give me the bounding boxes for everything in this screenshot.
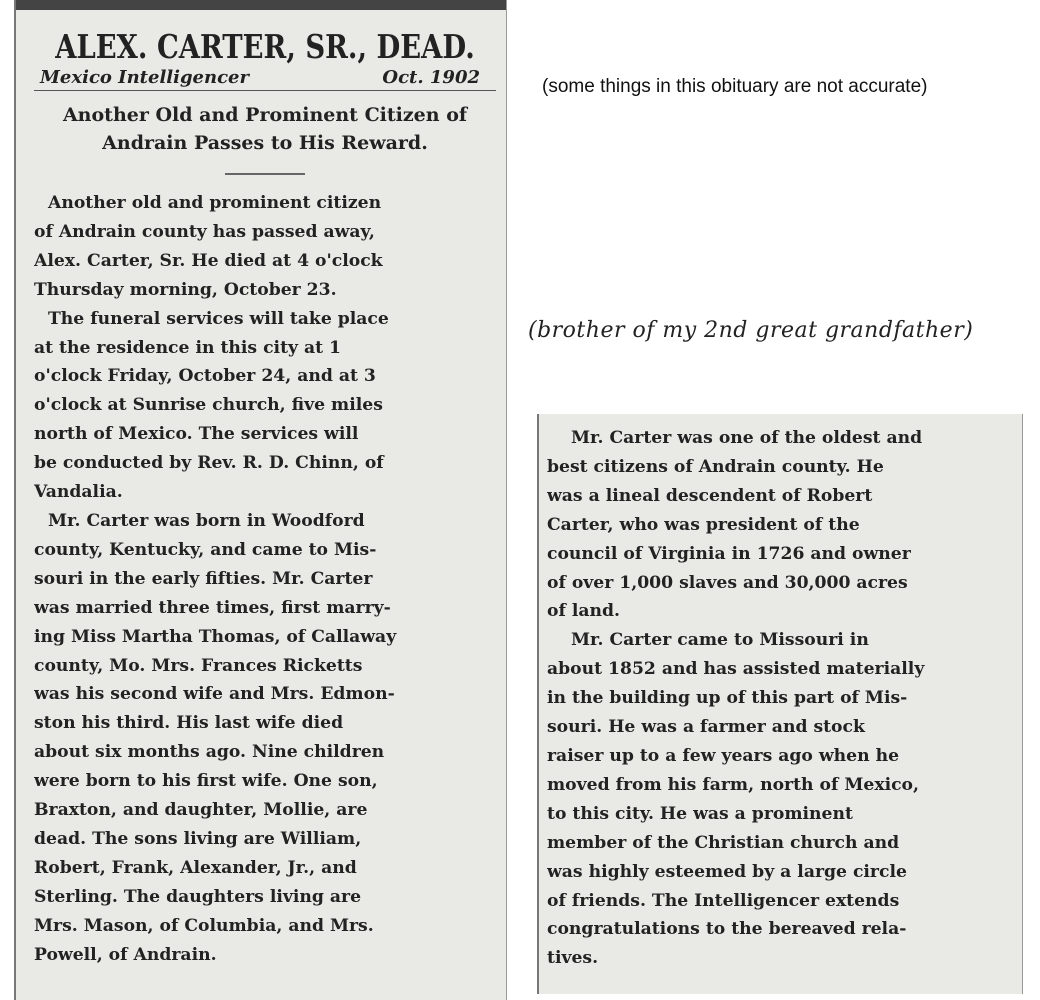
text-line: to this city. He was a prominent [547, 803, 853, 824]
text-line: tives. [547, 948, 599, 969]
text-line: Sterling. The daughters living are [34, 886, 362, 907]
text-line: Mrs. Mason, of Columbia, and Mrs. [34, 915, 374, 936]
text-line: Another old and prominent citizen [48, 193, 382, 213]
text-line: congratulations to the bereaved rela- [547, 919, 907, 940]
text-line: be conducted by Rev. R. D. Chinn, of [34, 453, 384, 474]
separator-rule [225, 173, 305, 175]
text-line: Vandalia. [34, 482, 123, 503]
text-line: Mr. Carter was born in Woodford [48, 510, 365, 531]
text-line: Thursday morning, October 23. [34, 279, 337, 300]
annotation-note: (some things in this obituary are not accurate) [542, 76, 928, 97]
text-line: Mr. Carter was one of the oldest and [571, 428, 923, 448]
text-line: of land. [547, 601, 621, 622]
text-line: were born to his first wife. One son, [34, 771, 378, 792]
text-line: The funeral services will take place [48, 308, 389, 329]
text-line: of Andrain county has passed away, [34, 221, 375, 242]
text-line: Alex. Carter, Sr. He died at 4 o'clock [34, 250, 383, 271]
text-line: county, Kentucky, and came to Mis- [34, 539, 377, 560]
text-line: souri in the early fifties. Mr. Carter [34, 568, 373, 589]
subhead-line-1: Another Old and Prominent Citizen of [62, 104, 468, 126]
obituary-clipping-right [537, 414, 1023, 994]
headline: ALEX. CARTER, SR., DEAD. [55, 27, 475, 66]
text-line: o'clock Friday, October 24, and at 3 [34, 366, 376, 387]
text-line: ing Miss Martha Thomas, of Callaway [34, 626, 397, 647]
text-line: was a lineal descendent of Robert [547, 485, 873, 506]
text-line: was married three times, first marry- [34, 597, 391, 618]
text-line: of over 1,000 slaves and 30,000 acres [547, 572, 908, 593]
obituary-clipping-left [14, 0, 507, 1000]
text-line: member of the Christian church and [547, 832, 900, 853]
text-line: was his second wife and Mrs. Edmon- [34, 684, 395, 705]
text-line: county, Mo. Mrs. Frances Ricketts [34, 655, 363, 676]
publication-date: Oct. 1902 [382, 67, 480, 88]
text-line: council of Virginia in 1726 and owner [547, 543, 911, 564]
text-line: about 1852 and has assisted materially [547, 659, 925, 680]
text-line: ston his third. His last wife died [34, 713, 344, 734]
text-line: in the building up of this part of Mis- [547, 688, 908, 709]
text-line: of friends. The Intelligencer extends [547, 890, 900, 911]
text-line: Carter, who was president of the [547, 514, 860, 535]
article-body-left [34, 189, 496, 969]
text-line: moved from his farm, north of Mexico, [547, 774, 920, 795]
article-body-right [547, 424, 1012, 973]
subhead-line-2: Andrain Passes to His Reward. [102, 132, 428, 154]
text-line: was highly esteemed by a large circle [547, 861, 907, 882]
text-line: north of Mexico. The services will [34, 424, 359, 445]
text-line: Braxton, and daughter, Mollie, are [34, 800, 368, 821]
byline [34, 66, 496, 91]
text-line: dead. The sons living are William, [34, 828, 362, 849]
text-line: Mr. Carter came to Missouri in [571, 630, 869, 651]
text-line: souri. He was a farmer and stock [547, 717, 865, 738]
text-line: about six months ago. Nine children [34, 742, 385, 763]
text-line: Powell, of Andrain. [34, 944, 217, 965]
text-line: Robert, Frank, Alexander, Jr., and [34, 857, 357, 878]
text-line: raiser up to a few years ago when he [547, 745, 899, 766]
handwritten-note: (brother of my 2nd great grandfather) [528, 318, 974, 343]
text-line: o'clock at Sunrise church, five miles [34, 395, 383, 416]
newspaper-name: Mexico Intelligencer [40, 67, 249, 88]
text-line: best citizens of Andrain county. He [547, 456, 884, 477]
text-line: at the residence in this city at 1 [34, 337, 341, 358]
